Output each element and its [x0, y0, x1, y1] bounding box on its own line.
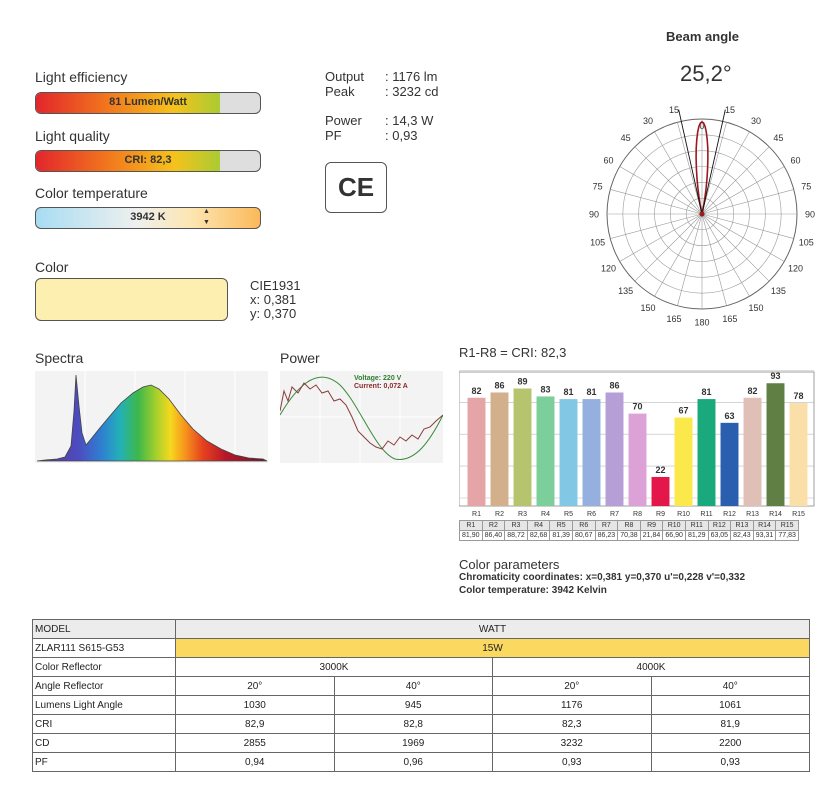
r-label-cell: R4: [527, 521, 550, 531]
table-cell: 82,8: [334, 715, 493, 734]
cie-info: [250, 279, 301, 321]
r-value-cell: 77,83: [776, 531, 799, 541]
cri-category-label: R11: [700, 511, 713, 518]
cri-value-label: 67: [678, 405, 689, 416]
polar-angle-label: 150: [748, 303, 764, 314]
r-label-cell: R11: [685, 521, 708, 531]
r-value-cell: 93,31: [753, 531, 776, 541]
polar-angle-label: 105: [798, 237, 814, 248]
polar-angle-label: 15: [724, 105, 735, 116]
cri-value-label: 78: [793, 391, 804, 402]
color-label: Color: [35, 259, 69, 275]
angle-cell: 40°: [651, 677, 810, 696]
color-reflector-label: Color Reflector: [33, 658, 176, 677]
table-cell: 1176: [493, 696, 652, 715]
polar-angle-label: 165: [666, 313, 682, 324]
r-value-cell: 86,23: [595, 531, 618, 541]
r-label-cell: R5: [550, 521, 573, 531]
spectra-title: Spectra: [35, 350, 84, 366]
r-value-cell: 86,40: [482, 531, 505, 541]
spec-power-value: : 14,3 W: [385, 113, 434, 128]
r-values-table: [459, 520, 799, 541]
r-label-cell: R1: [460, 521, 483, 531]
cri-category-label: R8: [633, 511, 642, 518]
cri-bar-R15: [790, 403, 808, 506]
polar-angle-label: 30: [642, 115, 654, 126]
polar-angle-label: 90: [804, 209, 816, 220]
watt-value: 15W: [176, 639, 810, 658]
polar-angle-label: 135: [770, 285, 786, 296]
temp-4000: 4000K: [493, 658, 810, 677]
cri-bar-R8: [629, 414, 647, 506]
table-row: [33, 734, 810, 753]
cri-category-label: R15: [792, 511, 805, 518]
color-temperature-line: Color temperature: 3942 Kelvin: [459, 585, 607, 596]
cri-value-label: 22: [655, 464, 666, 475]
color-temperature-label: Color temperature: [35, 185, 148, 201]
cri-bar-R14: [767, 383, 785, 506]
polar-angle-label: 120: [600, 263, 616, 274]
row-label: PF: [33, 753, 176, 772]
row-label: CD: [33, 734, 176, 753]
spec-peak: [325, 84, 439, 99]
r-label-cell: R9: [640, 521, 663, 531]
color-parameters-title: Color parameters: [459, 557, 560, 572]
cie-title: CIE1931: [250, 278, 301, 293]
cri-bar-R7: [606, 392, 624, 506]
cri-bar-R5: [560, 399, 578, 506]
r-value-cell: 81,90: [460, 531, 483, 541]
cri-bar-R1: [468, 398, 486, 506]
cri-value-label: 81: [563, 387, 574, 398]
cri-bar-chart: [459, 358, 816, 520]
cri-category-label: R5: [564, 511, 573, 518]
cri-category-label: R3: [518, 511, 527, 518]
cri-bar-R2: [491, 392, 509, 506]
r-value-cell: 70,38: [618, 531, 641, 541]
table-cell: 0,96: [334, 753, 493, 772]
cri-bar-R12: [721, 423, 739, 506]
cri-bar-R13: [744, 398, 762, 506]
cie-x: x: 0,381: [250, 292, 297, 307]
current-text: Current: 0,072 A: [354, 383, 408, 390]
r-value-cell: 82,43: [731, 531, 754, 541]
table-row: [33, 658, 810, 677]
polar-angle-label: 120: [788, 263, 804, 274]
r-label-cell: R14: [753, 521, 776, 531]
polar-angle-label: 180: [694, 317, 710, 328]
table-cell: 0,93: [493, 753, 652, 772]
angle-cell: 20°: [176, 677, 335, 696]
spectra-chart: [35, 371, 268, 463]
table-cell: 945: [334, 696, 493, 715]
table-row: [33, 639, 810, 658]
cri-category-label: R13: [746, 511, 759, 518]
table-cell: 81,9: [651, 715, 810, 734]
r-label-cell: R6: [572, 521, 595, 531]
cri-bar-R4: [537, 396, 555, 506]
table-cell: 2200: [651, 734, 810, 753]
table-cell: 82,3: [493, 715, 652, 734]
cri-category-label: R4: [541, 511, 550, 518]
angle-cell: 40°: [334, 677, 493, 696]
temperature-down-arrow-icon: ▼: [203, 219, 210, 226]
table-header-row: [33, 620, 810, 639]
r-label-cell: R15: [776, 521, 799, 531]
polar-angle-label: 60: [603, 155, 614, 166]
polar-angle-label: 45: [773, 133, 784, 144]
table-row: [33, 677, 810, 696]
cri-value-label: 89: [517, 376, 528, 387]
cri-value-label: 70: [632, 401, 643, 412]
cri-category-label: R14: [769, 511, 782, 518]
chromaticity-line: Chromaticity coordinates: x=0,381 y=0,370 u'=0,228 v'=0,332: [459, 572, 746, 583]
spec-power: [325, 113, 433, 128]
polar-angle-label: 135: [618, 285, 634, 296]
spec-pf: [325, 128, 418, 143]
cri-bar-R11: [698, 399, 716, 506]
row-label: Lumens Light Angle: [33, 696, 176, 715]
polar-angle-label: 15: [669, 105, 680, 116]
spec-pf-value: : 0,93: [385, 128, 418, 143]
light-efficiency-bar: [35, 92, 261, 114]
polar-center: [700, 212, 705, 217]
cri-value-label: 93: [770, 371, 781, 382]
r-label-cell: R12: [708, 521, 731, 531]
r-label-cell: R8: [618, 521, 641, 531]
polar-angle-label: 165: [722, 313, 738, 324]
light-quality-bar: [35, 150, 261, 172]
polar-angle-label: 0: [699, 121, 705, 131]
table-row: [33, 753, 810, 772]
cri-chart-title: R1-R8 = CRI: 82,3: [459, 345, 567, 360]
cri-value-label: 82: [747, 385, 758, 396]
r-label-cell: R2: [482, 521, 505, 531]
cri-value-label: 82: [471, 385, 482, 396]
cri-value-label: 83: [540, 384, 551, 395]
r-label-cell: R13: [731, 521, 754, 531]
r-value-cell: 80,67: [572, 531, 595, 541]
beam-polar-chart: [580, 80, 816, 340]
cri-bar-R10: [675, 418, 693, 506]
cri-category-label: R9: [656, 511, 665, 518]
spec-output-value: : 1176 lm: [385, 69, 438, 84]
polar-angle-label: 150: [640, 303, 656, 314]
cri-value-label: 81: [701, 387, 712, 398]
beam-angle-value: 25,2°: [680, 61, 732, 86]
cri-category-label: R10: [677, 511, 690, 518]
cri-value-label: 86: [494, 380, 505, 391]
table-row: [33, 696, 810, 715]
cri-bar-R3: [514, 389, 532, 506]
table-cell: 0,94: [176, 753, 335, 772]
polar-angle-label: 45: [620, 133, 631, 144]
color-temperature-bar: [35, 207, 261, 229]
r-value-cell: 88,72: [505, 531, 528, 541]
table-row: [33, 715, 810, 734]
table-cell: 2855: [176, 734, 335, 753]
polar-angle-label: 75: [592, 181, 603, 192]
polar-angle-label: 60: [790, 155, 801, 166]
r-label-cell: R3: [505, 521, 528, 531]
r-value-row: [460, 531, 799, 541]
light-quality-label: Light quality: [35, 128, 110, 144]
spec-pf-key: PF: [325, 128, 342, 143]
polar-angle-label: 75: [801, 181, 812, 192]
cri-bar-R9: [652, 477, 670, 506]
r-label-cell: R10: [663, 521, 686, 531]
cri-value-label: 81: [586, 387, 597, 398]
watt-header: WATT: [176, 620, 810, 639]
table-cell: 1030: [176, 696, 335, 715]
beam-angle-title: Beam angle: [666, 29, 739, 44]
light-quality-value: CRI: 82,3: [124, 154, 172, 166]
r-value-cell: 63,05: [708, 531, 731, 541]
table-cell: 82,9: [176, 715, 335, 734]
spec-peak-key: Peak: [325, 84, 355, 99]
polar-angle-label: 105: [590, 237, 606, 248]
table-cell: 0,93: [651, 753, 810, 772]
spec-output: [325, 69, 438, 84]
angle-reflector-label: Angle Reflector: [33, 677, 176, 696]
table-cell: 1061: [651, 696, 810, 715]
cri-category-label: R1: [472, 511, 481, 518]
cie-y: y: 0,370: [250, 306, 297, 321]
cri-value-label: 63: [724, 410, 735, 421]
voltage-text: Voltage: 220 V: [354, 375, 402, 382]
r-value-cell: 82,68: [527, 531, 550, 541]
row-label: CRI: [33, 715, 176, 734]
power-chart: [280, 371, 443, 463]
temp-3000: 3000K: [176, 658, 493, 677]
r-label-row: [460, 521, 799, 531]
cri-category-label: R6: [587, 511, 596, 518]
model-name: ZLAR111 S615-G53: [33, 639, 176, 658]
cri-category-label: R7: [610, 511, 619, 518]
polar-angle-label: 30: [750, 115, 762, 126]
r-value-cell: 81,29: [685, 531, 708, 541]
table-cell: 3232: [493, 734, 652, 753]
r-label-cell: R7: [595, 521, 618, 531]
color-temperature-value: 3942 K: [130, 211, 166, 223]
polar-angle-label: 90: [588, 209, 600, 220]
cri-category-label: R2: [495, 511, 504, 518]
angle-cell: 20°: [493, 677, 652, 696]
ce-mark-icon: CE: [325, 162, 387, 213]
r-value-cell: 21,84: [640, 531, 663, 541]
spec-power-key: Power: [325, 113, 362, 128]
table-cell: 1969: [334, 734, 493, 753]
cri-bar-R6: [583, 399, 601, 506]
cri-category-label: R12: [723, 511, 736, 518]
spec-output-key: Output: [325, 69, 365, 84]
r-value-cell: 81,39: [550, 531, 573, 541]
color-swatch: [35, 278, 228, 321]
r-value-cell: 66,90: [663, 531, 686, 541]
light-efficiency-value: 81 Lumen/Watt: [109, 96, 187, 108]
model-table: [32, 619, 810, 772]
light-efficiency-label: Light efficiency: [35, 69, 128, 85]
model-header: MODEL: [33, 620, 176, 639]
power-title: Power: [280, 350, 320, 366]
spec-peak-value: : 3232 cd: [385, 84, 439, 99]
temperature-up-arrow-icon: ▲: [203, 208, 210, 215]
cri-value-label: 86: [609, 380, 620, 391]
